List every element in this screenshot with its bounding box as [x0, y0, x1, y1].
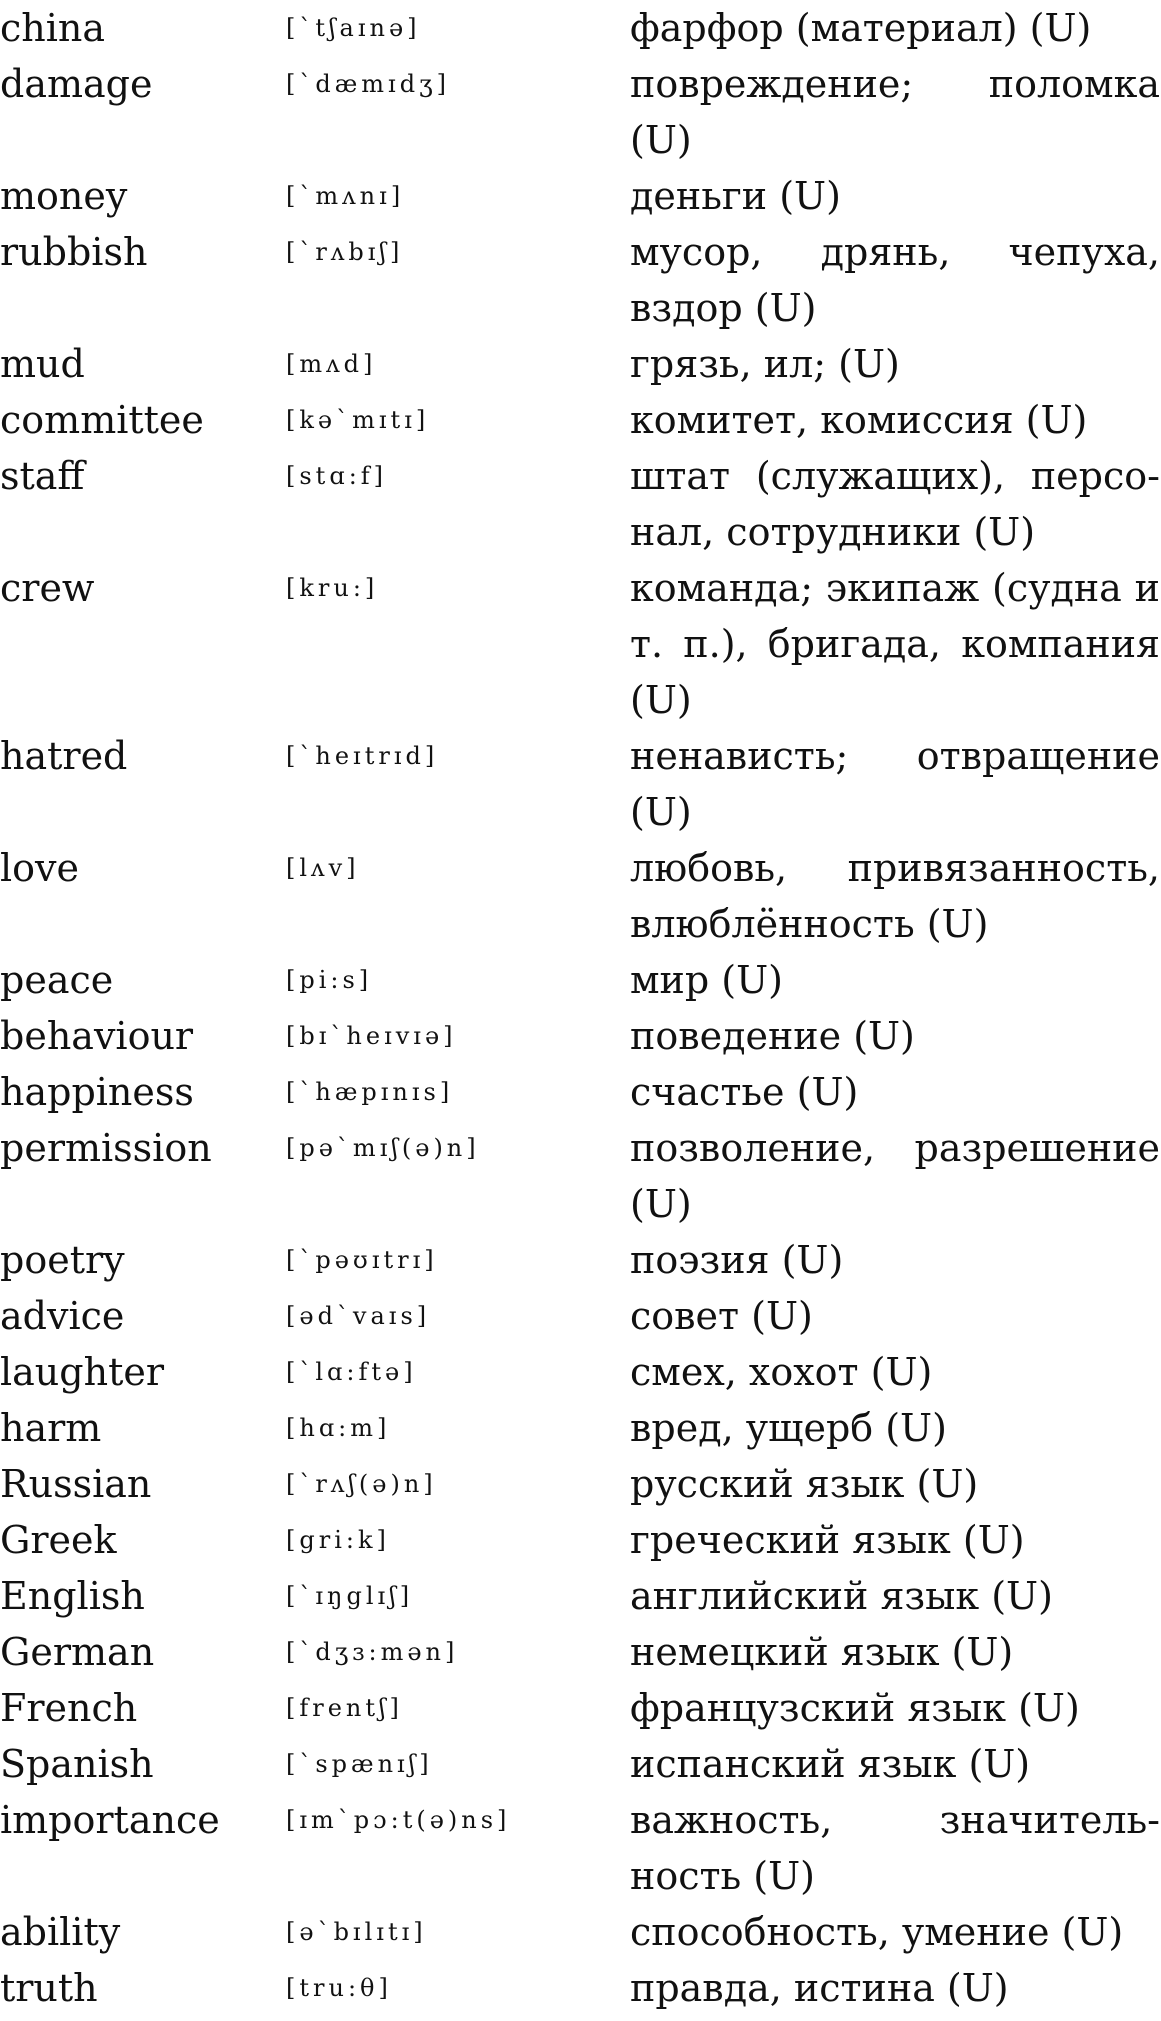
vocab-row: [0, 1456, 1161, 1512]
transcription: [`hæpɪnɪs]: [286, 1078, 454, 1106]
translation: испанский язык (U): [630, 1742, 1031, 1786]
word: English: [0, 1574, 145, 1618]
translation: вред, ущерб (U): [630, 1406, 947, 1450]
transcription: [əd`vaɪs]: [286, 1302, 431, 1330]
vocab-row: [0, 1400, 1161, 1456]
word: damage: [0, 62, 153, 106]
translation: важность, значительность (U): [630, 1798, 1160, 1898]
word: permission: [0, 1126, 212, 1170]
transcription: [pə`mɪʃ(ə)n]: [286, 1134, 480, 1162]
transcription: [ɪm`pɔ:t(ə)ns]: [286, 1806, 511, 1834]
vocab-row: [0, 1120, 1161, 1232]
translation: команда; экипаж (судна и т. п.), бригада, компания (U): [630, 566, 1160, 722]
word: money: [0, 174, 128, 218]
translation: деньги (U): [630, 174, 841, 218]
translation: греческий язык (U): [630, 1518, 1025, 1562]
transcription: [stɑ:f]: [286, 462, 388, 490]
vocab-row: [0, 0, 1161, 56]
word: laughter: [0, 1350, 165, 1394]
translation: мусор, дрянь, чепуха, вздор (U): [630, 230, 1160, 330]
transcription: [bɪ`heɪvɪə]: [286, 1022, 457, 1050]
vocab-row: [0, 560, 1161, 728]
vocab-row: [0, 1232, 1161, 1288]
word: peace: [0, 958, 114, 1002]
word: china: [0, 6, 106, 50]
word: French: [0, 1686, 138, 1730]
word: committee: [0, 398, 204, 442]
transcription: [tru:θ]: [286, 1974, 392, 2002]
transcription: [ə`bɪlɪtɪ]: [286, 1918, 427, 1946]
translation: штат (служащих), персонал, сотрудники (U): [630, 454, 1160, 554]
transcription: [`lɑ:ftə]: [286, 1358, 417, 1386]
translation: русский язык (U): [630, 1462, 979, 1506]
translation: счастье (U): [630, 1070, 859, 1114]
transcription: [gri:k]: [286, 1526, 390, 1554]
word: importance: [0, 1798, 220, 1842]
word: ability: [0, 1910, 121, 1954]
transcription: [hɑ:m]: [286, 1414, 391, 1442]
transcription: [`pəʊɪtrɪ]: [286, 1246, 438, 1274]
transcription: [`heɪtrɪd]: [286, 742, 439, 770]
translation: поэзия (U): [630, 1238, 844, 1282]
translation: поведение (U): [630, 1014, 915, 1058]
word: behaviour: [0, 1014, 194, 1058]
transcription: [kə`mɪtɪ]: [286, 406, 430, 434]
vocab-row: [0, 336, 1161, 392]
vocab-row: [0, 1008, 1161, 1064]
word: Spanish: [0, 1742, 154, 1786]
transcription: [`ɪŋglɪʃ]: [286, 1582, 414, 1610]
vocab-row: [0, 1288, 1161, 1344]
transcription: [`rʌbɪʃ]: [286, 238, 404, 266]
transcription: [kru:]: [286, 574, 379, 602]
translation: фарфор (материал) (U): [630, 6, 1092, 50]
word: poetry: [0, 1238, 125, 1282]
word: advice: [0, 1294, 125, 1338]
translation: комитет, комиссия (U): [630, 398, 1088, 442]
vocab-row: [0, 1344, 1161, 1400]
word: happiness: [0, 1070, 194, 1114]
transcription: [`spænɪʃ]: [286, 1750, 433, 1778]
word: Russian: [0, 1462, 152, 1506]
vocab-row: [0, 1624, 1161, 1680]
translation: немецкий язык (U): [630, 1630, 1014, 1674]
word: crew: [0, 566, 95, 610]
vocab-row: [0, 1512, 1161, 1568]
transcription: [`mʌnɪ]: [286, 182, 405, 210]
word: German: [0, 1630, 155, 1674]
translation: любовь, привязанность, влюблённость (U): [630, 846, 1160, 946]
vocab-row: [0, 1064, 1161, 1120]
vocab-row: [0, 1904, 1161, 1960]
transcription: [`dæmɪdʒ]: [286, 70, 450, 98]
vocab-row: [0, 1680, 1161, 1736]
transcription: [`dʒɜ:mən]: [286, 1638, 459, 1666]
transcription: [`rʌʃ(ə)n]: [286, 1470, 437, 1498]
translation: ненависть; отвращение (U): [630, 734, 1160, 834]
transcription: [frentʃ]: [286, 1694, 403, 1722]
vocab-row: [0, 728, 1161, 840]
translation: повреждение; поломка (U): [630, 62, 1160, 162]
word: rubbish: [0, 230, 148, 274]
translation: грязь, ил; (U): [630, 342, 900, 386]
word: hatred: [0, 734, 128, 778]
word: harm: [0, 1406, 102, 1450]
translation: правда, истина (U): [630, 1966, 1009, 2010]
word: mud: [0, 342, 85, 386]
word: staff: [0, 454, 85, 498]
translation: английский язык (U): [630, 1574, 1053, 1618]
transcription: [lʌv]: [286, 854, 360, 882]
vocab-row: [0, 1568, 1161, 1624]
vocab-row: [0, 224, 1161, 336]
vocab-row: [0, 1960, 1161, 2016]
translation: смех, хохот (U): [630, 1350, 933, 1394]
word: Greek: [0, 1518, 117, 1562]
vocab-row: [0, 56, 1161, 168]
translation: совет (U): [630, 1294, 813, 1338]
translation: мир (U): [630, 958, 783, 1002]
vocab-row: [0, 168, 1161, 224]
transcription: [mʌd]: [286, 350, 377, 378]
translation: способность, умение (U): [630, 1910, 1124, 1954]
vocab-row: [0, 840, 1161, 952]
vocab-row: [0, 392, 1161, 448]
vocab-row: [0, 1736, 1161, 1792]
translation: позволение, разрешение (U): [630, 1126, 1160, 1226]
vocab-row: [0, 952, 1161, 1008]
transcription: [pi:s]: [286, 966, 373, 994]
word: truth: [0, 1966, 98, 2010]
vocab-row: [0, 448, 1161, 560]
vocab-row: [0, 1792, 1161, 1904]
translation: французский язык (U): [630, 1686, 1080, 1730]
transcription: [`tʃaɪnə]: [286, 14, 421, 42]
word: love: [0, 846, 79, 890]
